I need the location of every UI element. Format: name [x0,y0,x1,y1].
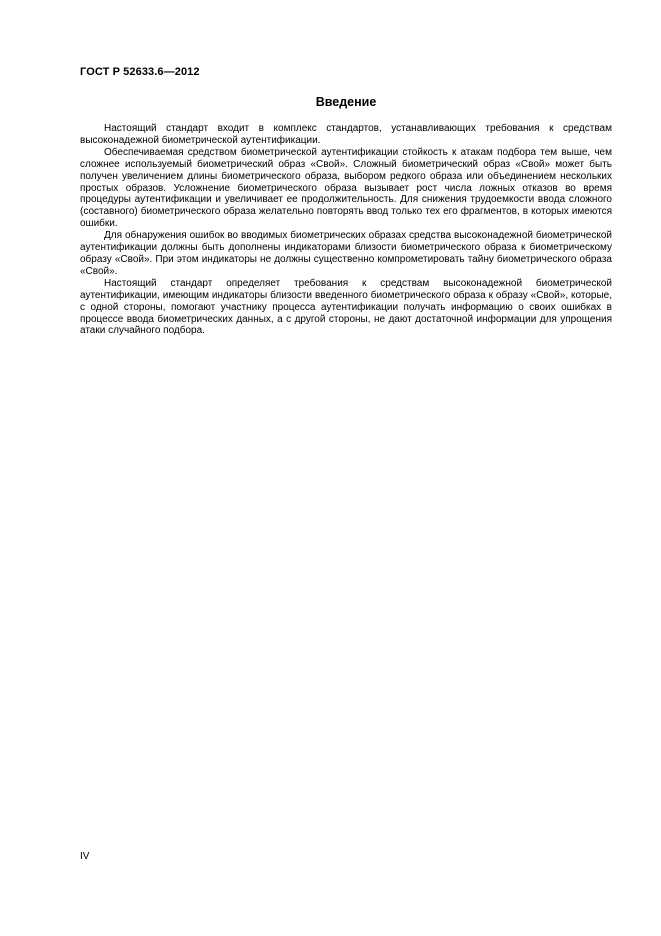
paragraph: Настоящий стандарт определяет требования к средствам высоконадежной биометрической аутентификации, имеющим индикаторы близости введенного биометрического образа к образу «Свой», которые, с одной стороны, помогают участнику процесса аутентификации получать информацию о своих ошибках в процессе ввода биометрических данных, а с другой стороны, не дают достаточной информации для упрощения атаки случайного подбора. [80,277,612,337]
section-title: Введение [315,95,377,109]
body-text [80,123,612,337]
document-header: ГОСТ Р 52633.6—2012 [80,66,200,78]
paragraph: Для обнаружения ошибок во вводимых биометрических образах средства высоконадежной биометрической аутентификации должны быть дополнены индикаторами близости биометрического образа к биометрическому образу «Свой». При этом индикаторы не должны существенно компрометировать тайну биометрического образа «Свой». [80,230,612,277]
paragraph: Настоящий стандарт входит в комплекс стандартов, устанавливающих требования к средствам высоконадежной биометрической аутентификации. [80,123,612,146]
paragraph: Обеспечиваемая средством биометрической аутентификации стойкость к атакам подбора тем выше, чем сложнее используемый биометрический образ «Свой». Сложный биометрический образ «Свой» может быть получен увеличением длины биометрического образа, выбором редкого образа или объединением нескольких простых образов. Усложнение биометрического образа вызывает рост числа ложных отказов во время процедуры аутентификации и увеличивает ее продолжительность. Для снижения трудоемкости ввода сложного (составного) биометрического образа желательно повторять ввод только тех его фрагментов, в которых имеются ошибки. [80,146,612,230]
page-number: IV [80,851,90,862]
